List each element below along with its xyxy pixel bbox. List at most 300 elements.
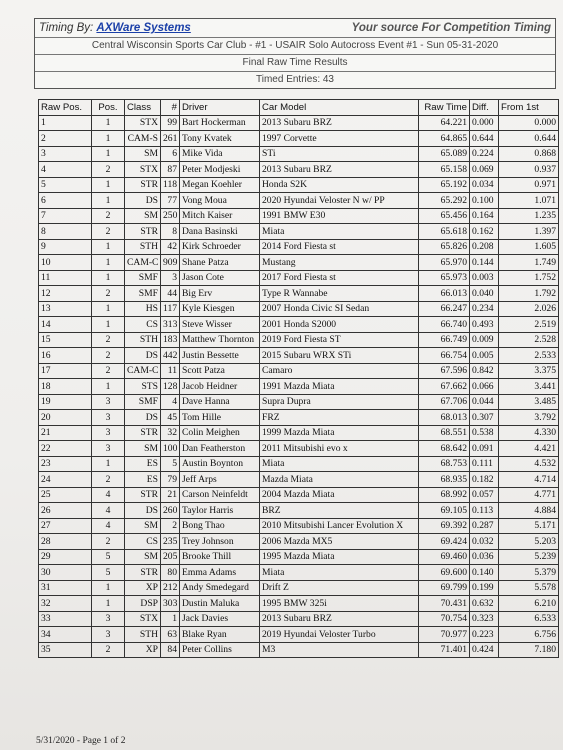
col-raw-pos-cell: 28 [39,534,92,550]
col-class-cell: SMF [125,286,161,302]
col-pos-cell: 1 [92,317,125,333]
col-from-first-cell: 6.210 [499,596,559,612]
col-number-cell: 909 [161,255,180,271]
col-raw-pos-cell: 20 [39,410,92,426]
col-raw-time-header: Raw Time [419,100,470,116]
table-row [39,301,559,317]
col-raw-time-cell: 66.749 [419,332,470,348]
col-from-first-cell: 2.528 [499,332,559,348]
col-driver-cell: Matthew Thornton [180,332,260,348]
col-class-cell: DS [125,503,161,519]
col-number-cell: 11 [161,363,180,379]
col-number-cell: 4 [161,394,180,410]
col-pos-cell: 4 [92,503,125,519]
col-car-model-cell: Miata [260,456,419,472]
axware-link[interactable]: AXWare Systems [96,22,191,34]
col-class-cell: STR [125,224,161,240]
table-row [39,534,559,550]
col-diff-cell: 0.111 [470,456,499,472]
col-car-model-cell: 2010 Mitsubishi Lancer Evolution X [260,518,419,534]
col-diff-cell: 0.208 [470,239,499,255]
col-car-model-cell: FRZ [260,410,419,426]
col-driver-cell: Austin Boynton [180,456,260,472]
col-from-first-cell: 1.235 [499,208,559,224]
col-diff-cell: 0.199 [470,580,499,596]
col-raw-time-cell: 68.992 [419,487,470,503]
table-header-row [39,100,559,116]
col-driver-cell: Dave Hanna [180,394,260,410]
col-pos-cell: 3 [92,410,125,426]
table-row [39,177,559,193]
table-row [39,239,559,255]
col-driver-cell: Jack Davies [180,611,260,627]
col-car-model-cell: 2006 Mazda MX5 [260,534,419,550]
col-car-model-cell: 2019 Ford Fiesta ST [260,332,419,348]
col-class-cell: STR [125,177,161,193]
col-raw-pos-cell: 12 [39,286,92,302]
col-raw-time-cell: 64.865 [419,131,470,147]
col-class-cell: STX [125,115,161,131]
table-row [39,394,559,410]
col-from-first-cell: 0.868 [499,146,559,162]
col-raw-time-cell: 65.292 [419,193,470,209]
col-diff-cell: 0.162 [470,224,499,240]
col-number-cell: 99 [161,115,180,131]
col-car-model-cell: 2011 Mitsubishi evo x [260,441,419,457]
col-number-cell: 3 [161,270,180,286]
col-car-model-cell: 1995 Mazda Miata [260,549,419,565]
col-pos-cell: 2 [92,162,125,178]
col-diff-cell: 0.842 [470,363,499,379]
col-raw-time-cell: 68.753 [419,456,470,472]
col-from-first-cell: 1.752 [499,270,559,286]
col-pos-cell: 2 [92,642,125,658]
col-raw-time-cell: 70.754 [419,611,470,627]
col-pos-cell: 2 [92,286,125,302]
col-raw-time-cell: 69.600 [419,565,470,581]
col-class-cell: SMF [125,270,161,286]
col-from-first-cell: 4.884 [499,503,559,519]
table-row [39,363,559,379]
table-row [39,193,559,209]
col-driver-cell: Bong Thao [180,518,260,534]
col-raw-pos-cell: 9 [39,239,92,255]
col-class-cell: ES [125,472,161,488]
col-pos-cell: 2 [92,332,125,348]
col-raw-pos-cell: 30 [39,565,92,581]
tagline: Your source For Competition Timing [351,22,551,34]
col-from-first-cell: 4.714 [499,472,559,488]
col-number-cell: 1 [161,611,180,627]
col-raw-pos-cell: 25 [39,487,92,503]
col-pos-cell: 2 [92,348,125,364]
col-diff-cell: 0.287 [470,518,499,534]
col-car-model-cell: 2014 Ford Fiesta st [260,239,419,255]
col-car-model-cell: Type R Wannabe [260,286,419,302]
col-pos-cell: 1 [92,239,125,255]
col-number-cell: 183 [161,332,180,348]
col-car-model-cell: M3 [260,642,419,658]
col-diff-cell: 0.000 [470,115,499,131]
col-from-first-cell: 7.180 [499,642,559,658]
col-pos-cell: 2 [92,472,125,488]
col-raw-pos-cell: 17 [39,363,92,379]
col-diff-cell: 0.223 [470,627,499,643]
table-row [39,115,559,131]
col-pos-cell: 1 [92,193,125,209]
col-class-cell: SM [125,518,161,534]
col-diff-cell: 0.032 [470,534,499,550]
col-pos-cell: 5 [92,549,125,565]
col-from-first-cell: 3.485 [499,394,559,410]
col-raw-time-cell: 65.089 [419,146,470,162]
col-raw-time-cell: 65.456 [419,208,470,224]
col-class-cell: DS [125,410,161,426]
col-raw-pos-cell: 18 [39,379,92,395]
col-number-cell: 260 [161,503,180,519]
col-class-cell: CAM-C [125,255,161,271]
col-driver-cell: Taylor Harris [180,503,260,519]
col-raw-pos-cell: 11 [39,270,92,286]
col-pos-cell: 2 [92,363,125,379]
col-raw-time-cell: 69.799 [419,580,470,596]
col-driver-cell: Scott Patza [180,363,260,379]
col-class-cell: STR [125,565,161,581]
col-diff-cell: 0.323 [470,611,499,627]
col-raw-time-cell: 68.642 [419,441,470,457]
col-car-model-header: Car Model [260,100,419,116]
table-row [39,270,559,286]
col-number-cell: 8 [161,224,180,240]
table-row [39,317,559,333]
col-number-cell: 303 [161,596,180,612]
col-number-cell: 250 [161,208,180,224]
col-driver-cell: Jason Cote [180,270,260,286]
col-diff-cell: 0.034 [470,177,499,193]
col-raw-time-cell: 65.826 [419,239,470,255]
col-from-first-cell: 4.421 [499,441,559,457]
col-class-cell: DSP [125,596,161,612]
col-car-model-cell: 1991 BMW E30 [260,208,419,224]
event-title: Central Wisconsin Sports Car Club - #1 - USAIR Solo Autocross Event #1 - Sun 05-31-2020 [35,38,555,55]
col-raw-pos-cell: 35 [39,642,92,658]
col-driver-cell: Dan Featherston [180,441,260,457]
col-pos-cell: 1 [92,301,125,317]
col-raw-pos-cell: 2 [39,131,92,147]
col-number-cell: 117 [161,301,180,317]
col-class-cell: SM [125,146,161,162]
col-raw-pos-cell: 13 [39,301,92,317]
col-raw-time-cell: 68.551 [419,425,470,441]
col-diff-cell: 0.009 [470,332,499,348]
table-row [39,162,559,178]
col-car-model-cell: Drift Z [260,580,419,596]
col-pos-header: Pos. [92,100,125,116]
col-driver-cell: Carson Neinfeldt [180,487,260,503]
col-from-first-cell: 5.379 [499,565,559,581]
col-from-first-cell: 0.644 [499,131,559,147]
col-raw-pos-cell: 27 [39,518,92,534]
col-car-model-cell: 2013 Subaru BRZ [260,115,419,131]
col-class-cell: STX [125,162,161,178]
col-raw-time-cell: 65.973 [419,270,470,286]
col-car-model-cell: STi [260,146,419,162]
col-number-cell: 261 [161,131,180,147]
col-diff-header: Diff. [470,100,499,116]
col-pos-cell: 3 [92,425,125,441]
col-car-model-cell: 1995 BMW 325i [260,596,419,612]
col-class-cell: SMF [125,394,161,410]
col-raw-time-cell: 66.754 [419,348,470,364]
col-raw-pos-cell: 22 [39,441,92,457]
col-pos-cell: 5 [92,565,125,581]
col-driver-cell: Steve Wisser [180,317,260,333]
col-driver-cell: Kirk Schroeder [180,239,260,255]
col-number-cell: 87 [161,162,180,178]
col-driver-cell: Jacob Heidner [180,379,260,395]
col-raw-pos-cell: 5 [39,177,92,193]
col-raw-pos-cell: 32 [39,596,92,612]
report-header [34,18,556,89]
col-number-cell: 80 [161,565,180,581]
col-class-cell: STS [125,379,161,395]
col-pos-cell: 1 [92,177,125,193]
col-car-model-cell: 1999 Mazda Miata [260,425,419,441]
col-raw-time-cell: 69.424 [419,534,470,550]
table-row [39,565,559,581]
col-raw-time-cell: 66.247 [419,301,470,317]
col-pos-cell: 1 [92,456,125,472]
col-diff-cell: 0.424 [470,642,499,658]
col-from-first-cell: 1.749 [499,255,559,271]
col-from-first-cell: 6.756 [499,627,559,643]
col-car-model-cell: 2017 Ford Fiesta st [260,270,419,286]
col-raw-pos-cell: 21 [39,425,92,441]
col-class-cell: CAM-C [125,363,161,379]
col-class-cell: SM [125,208,161,224]
col-raw-time-cell: 65.970 [419,255,470,271]
col-raw-time-cell: 69.392 [419,518,470,534]
col-class-cell: ES [125,456,161,472]
col-number-cell: 84 [161,642,180,658]
col-driver-cell: Kyle Kiesgen [180,301,260,317]
col-number-cell: 128 [161,379,180,395]
col-class-cell: CS [125,317,161,333]
col-car-model-cell: 1991 Mazda Miata [260,379,419,395]
col-number-cell: 79 [161,472,180,488]
col-class-cell: HS [125,301,161,317]
col-driver-cell: Andy Smedegard [180,580,260,596]
table-row [39,472,559,488]
table-row [39,332,559,348]
col-pos-cell: 2 [92,208,125,224]
col-from-first-cell: 1.605 [499,239,559,255]
col-car-model-cell: 2019 Hyundai Veloster Turbo [260,627,419,643]
col-raw-pos-cell: 31 [39,580,92,596]
col-class-cell: DS [125,193,161,209]
table-row [39,131,559,147]
col-pos-cell: 1 [92,596,125,612]
col-raw-pos-cell: 4 [39,162,92,178]
col-from-first-cell: 3.792 [499,410,559,426]
col-driver-cell: Vong Moua [180,193,260,209]
col-raw-pos-cell: 7 [39,208,92,224]
col-driver-cell: Colin Meighen [180,425,260,441]
col-car-model-cell: Camaro [260,363,419,379]
col-raw-time-cell: 67.662 [419,379,470,395]
col-diff-cell: 0.091 [470,441,499,457]
col-raw-pos-cell: 14 [39,317,92,333]
col-from-first-header: From 1st [499,100,559,116]
col-car-model-cell: 2013 Subaru BRZ [260,162,419,178]
col-from-first-cell: 1.071 [499,193,559,209]
col-diff-cell: 0.632 [470,596,499,612]
col-class-cell: SM [125,441,161,457]
col-class-cell: STH [125,239,161,255]
col-raw-pos-cell: 24 [39,472,92,488]
col-car-model-cell: Supra Dupra [260,394,419,410]
col-raw-pos-cell: 16 [39,348,92,364]
col-diff-cell: 0.005 [470,348,499,364]
col-raw-pos-cell: 10 [39,255,92,271]
table-row [39,580,559,596]
col-number-cell: 118 [161,177,180,193]
col-diff-cell: 0.044 [470,394,499,410]
col-car-model-cell: Honda S2K [260,177,419,193]
col-car-model-cell: 2004 Mazda Miata [260,487,419,503]
col-from-first-cell: 6.533 [499,611,559,627]
col-number-cell: 2 [161,518,180,534]
col-raw-time-cell: 71.401 [419,642,470,658]
table-row [39,146,559,162]
col-raw-pos-cell: 1 [39,115,92,131]
col-pos-cell: 1 [92,580,125,596]
col-pos-cell: 4 [92,487,125,503]
col-from-first-cell: 4.330 [499,425,559,441]
col-raw-time-cell: 64.221 [419,115,470,131]
table-row [39,627,559,643]
col-from-first-cell: 1.792 [499,286,559,302]
col-driver-cell: Dana Basinski [180,224,260,240]
col-from-first-cell: 5.203 [499,534,559,550]
col-class-cell: DS [125,348,161,364]
col-number-cell: 5 [161,456,180,472]
timing-by [39,19,191,37]
col-pos-cell: 1 [92,115,125,131]
col-pos-cell: 1 [92,270,125,286]
table-row [39,596,559,612]
timed-entries: Timed Entries: 43 [256,74,334,85]
col-pos-cell: 3 [92,611,125,627]
col-number-cell: 442 [161,348,180,364]
report-subtitle: Final Raw Time Results [35,55,555,72]
col-car-model-cell: BRZ [260,503,419,519]
col-pos-cell: 3 [92,627,125,643]
col-car-model-cell: Mustang [260,255,419,271]
col-number-cell: 212 [161,580,180,596]
col-pos-cell: 2 [92,534,125,550]
table-row [39,487,559,503]
col-from-first-cell: 4.532 [499,456,559,472]
col-driver-cell: Justin Bessette [180,348,260,364]
col-number-cell: 205 [161,549,180,565]
col-diff-cell: 0.307 [470,410,499,426]
table-row [39,410,559,426]
header-top-row [35,19,555,38]
col-class-cell: CAM-S [125,131,161,147]
col-diff-cell: 0.224 [470,146,499,162]
col-number-cell: 100 [161,441,180,457]
col-car-model-cell: Miata [260,224,419,240]
timing-by-label: Timing By: [39,22,94,34]
col-diff-cell: 0.066 [470,379,499,395]
col-diff-cell: 0.003 [470,270,499,286]
col-raw-time-cell: 70.431 [419,596,470,612]
col-class-cell: XP [125,642,161,658]
col-driver-cell: Big Erv [180,286,260,302]
col-driver-cell: Emma Adams [180,565,260,581]
col-diff-cell: 0.057 [470,487,499,503]
col-raw-time-cell: 67.596 [419,363,470,379]
col-pos-cell: 4 [92,518,125,534]
col-raw-pos-cell: 23 [39,456,92,472]
col-raw-pos-cell: 3 [39,146,92,162]
col-number-cell: 32 [161,425,180,441]
col-class-cell: XP [125,580,161,596]
col-from-first-cell: 5.578 [499,580,559,596]
col-raw-time-cell: 66.013 [419,286,470,302]
col-raw-pos-cell: 8 [39,224,92,240]
col-from-first-cell: 0.937 [499,162,559,178]
table-row [39,441,559,457]
col-driver-cell: Megan Koehler [180,177,260,193]
col-from-first-cell: 3.375 [499,363,559,379]
col-driver-cell: Shane Patza [180,255,260,271]
col-from-first-cell: 0.971 [499,177,559,193]
col-number-cell: 6 [161,146,180,162]
col-raw-time-cell: 68.013 [419,410,470,426]
col-driver-cell: Tony Kvatek [180,131,260,147]
col-driver-cell: Mitch Kaiser [180,208,260,224]
col-diff-cell: 0.538 [470,425,499,441]
col-number-cell: 45 [161,410,180,426]
col-raw-time-cell: 69.460 [419,549,470,565]
col-from-first-cell: 2.519 [499,317,559,333]
col-number-cell: 77 [161,193,180,209]
col-diff-cell: 0.234 [470,301,499,317]
col-driver-cell: Peter Collins [180,642,260,658]
table-row [39,379,559,395]
col-class-cell: STX [125,611,161,627]
col-driver-cell: Dustin Maluka [180,596,260,612]
col-raw-time-cell: 67.706 [419,394,470,410]
col-from-first-cell: 0.000 [499,115,559,131]
col-raw-pos-cell: 29 [39,549,92,565]
col-number-cell: 21 [161,487,180,503]
col-diff-cell: 0.182 [470,472,499,488]
col-raw-pos-cell: 6 [39,193,92,209]
table-row [39,224,559,240]
col-raw-time-cell: 65.192 [419,177,470,193]
col-pos-cell: 3 [92,441,125,457]
col-number-cell: 63 [161,627,180,643]
col-number-cell: 313 [161,317,180,333]
col-driver-cell: Trey Johnson [180,534,260,550]
col-pos-cell: 1 [92,255,125,271]
table-row [39,456,559,472]
col-raw-pos-cell: 33 [39,611,92,627]
col-driver-header: Driver [180,100,260,116]
